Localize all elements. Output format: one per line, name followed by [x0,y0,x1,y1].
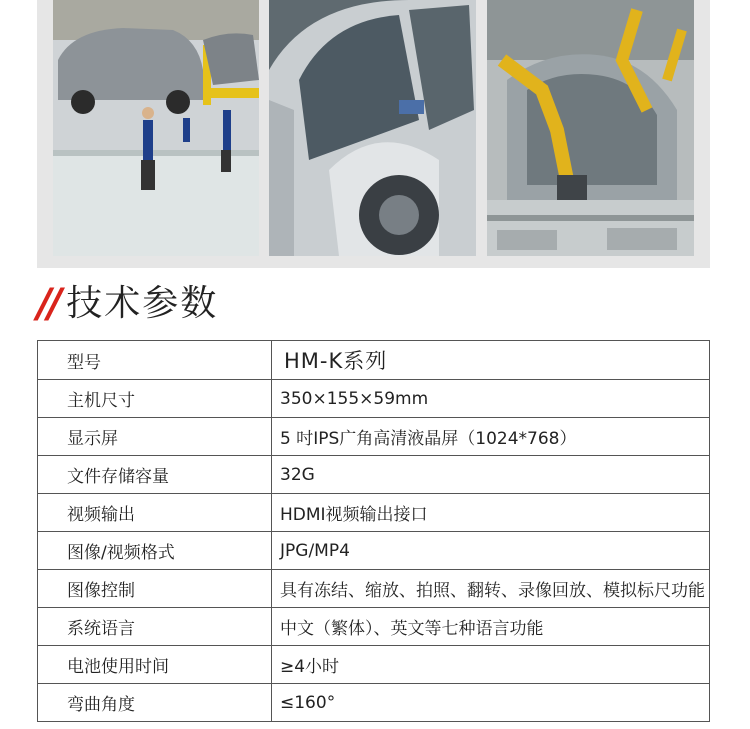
spec-key: 主机尺寸 [38,380,272,418]
table-row [38,456,710,494]
spec-value: 32G [272,456,710,494]
spec-value: JPG/MP4 [272,532,710,570]
assembly-line-photo [53,0,259,256]
table-row [38,684,710,722]
spec-value: 中文（繁体）、英文等七种语言功能 [272,608,710,646]
table-row [38,570,710,608]
section-title: 技术参数 [66,283,219,324]
table-row [38,418,710,456]
spec-key: 图像/视频格式 [38,532,272,570]
spec-value: 350×155×59mm [272,380,710,418]
spec-value: ≤160° [272,684,710,722]
spec-key: 型号 [38,341,272,380]
table-row [38,532,710,570]
spec-value: HDMI视频输出接口 [272,494,710,532]
table-row [38,494,710,532]
spec-key: 图像控制 [38,570,272,608]
spec-value: ≥4小时 [272,646,710,684]
spec-key: 系统语言 [38,608,272,646]
robotic-welding-photo [487,0,694,256]
table-row [38,380,710,418]
car-body-photo [269,0,476,256]
table-row [38,608,710,646]
table-row [38,341,710,380]
table-row [38,646,710,684]
spec-value: 5 吋IPS广角高清液晶屏（1024*768） [272,418,710,456]
heading-slash-accent: // [37,281,59,327]
spec-key: 视频输出 [38,494,272,532]
spec-key: 显示屏 [38,418,272,456]
section-heading [37,281,218,327]
spec-value: HM-K系列 [272,341,710,380]
spec-key: 文件存储容量 [38,456,272,494]
spec-key: 电池使用时间 [38,646,272,684]
spec-value: 具有冻结、缩放、拍照、翻转、录像回放、模拟标尺功能 [272,570,710,608]
spec-key: 弯曲角度 [38,684,272,722]
photo-strip [37,0,710,268]
spec-table [37,340,710,722]
